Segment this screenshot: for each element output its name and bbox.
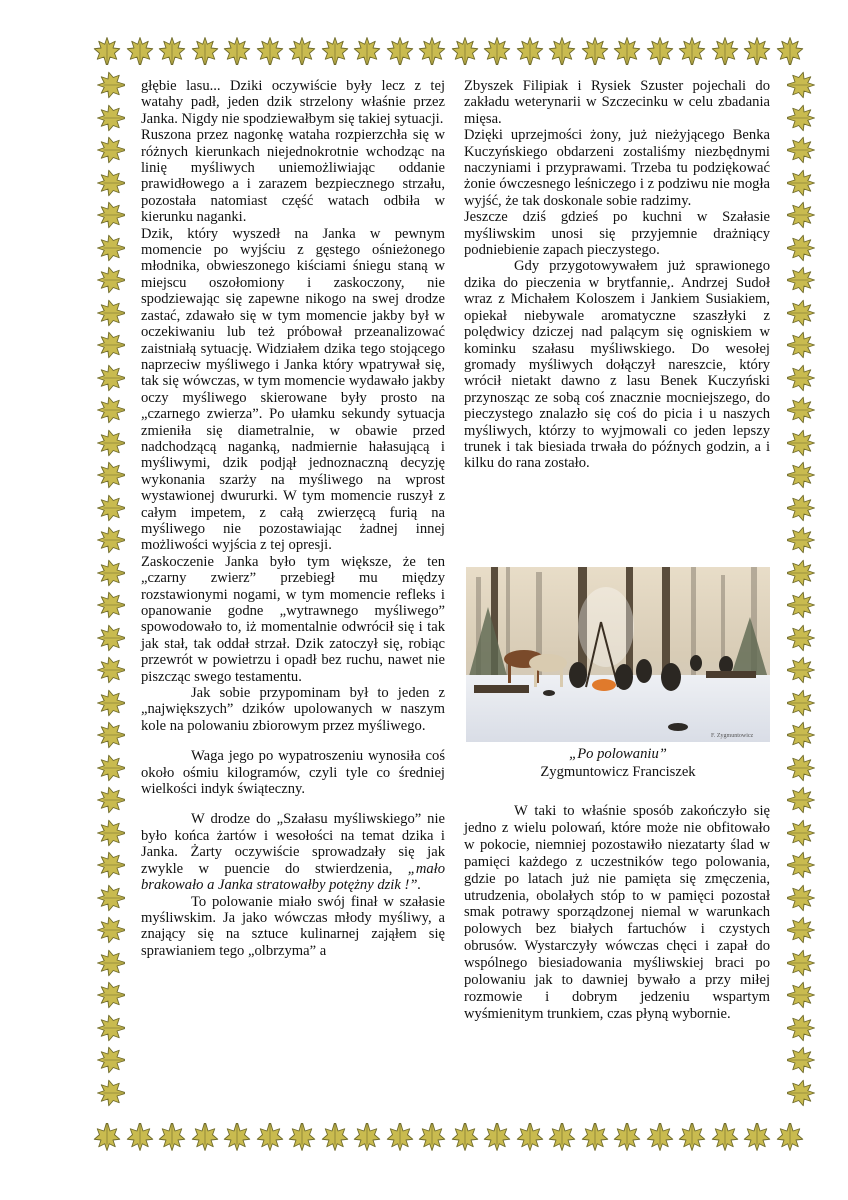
maple-leaf-icon <box>96 330 126 360</box>
maple-leaf-icon <box>287 1122 317 1152</box>
maple-leaf-icon <box>450 36 480 66</box>
maple-leaf-icon <box>417 1122 447 1152</box>
maple-leaf-icon <box>96 363 126 393</box>
maple-leaf-icon <box>786 753 816 783</box>
maple-leaf-icon <box>786 980 816 1010</box>
maple-leaf-icon <box>786 883 816 913</box>
paragraph: Jeszcze dziś gdzieś po kuchni w Szałasie myśliwskim unosi się przyjemnie drażniący podniebienie zapach pieczystego. <box>464 209 770 259</box>
maple-leaf-icon <box>96 818 126 848</box>
maple-leaf-icon <box>96 265 126 295</box>
maple-leaf-icon <box>786 1013 816 1043</box>
maple-leaf-icon <box>96 200 126 230</box>
maple-leaf-icon <box>742 36 772 66</box>
maple-leaf-icon <box>352 36 382 66</box>
maple-leaf-icon <box>786 915 816 945</box>
figure-caption-title: „Po polowaniu” <box>569 746 667 762</box>
paragraph <box>141 811 445 893</box>
paragraph: Gdy przygotowywałem już sprawionego dzika do pieczenia w brytfannie,. Andrzej Sudoł wraz z Michałem Koloszem i Jankiem Susiakiem, opiekał niebywale aromatyczne szaszłyki z polędwicy dziczej nad palącym się ogniskiem w kominku szałasu myśliwskiego. Do wesołej gromady myśliwych dołączył nareszcie, który wrócił nietakt dawno z lasu Benek Kuczyński przynosząc ze sobą coś znacznie mocniejszego, do pieczystego znalazło się coś do picia i u naszych myśliwych, którzy to wyjmowali co jeden lepszy trunek i tak biesiada trwała do późnych godzin, a i kilku do rana zostało. <box>464 258 770 472</box>
maple-leaf-icon <box>96 720 126 750</box>
maple-leaf-icon <box>786 948 816 978</box>
maple-leaf-icon <box>677 36 707 66</box>
maple-leaf-icon <box>786 818 816 848</box>
paragraph: W taki to właśnie sposób zakończyło się jedno z wielu polowań, które może nie obfitowało w pokocie, niemniej pozostawiło niezatarty ślad w pamięci każdego z uczestników tego polowania, gdzie po latach już nie pamięta się zmęczenia, utrudzenia, obolałych stóp to w pamięci pozostał smak potrawy sporządzonej niemal w warunkach polowych bez białych fartuchów i czystych obrusów. Wystarczyły wówczas chęci i zapał do wspólnego biesiadowania myśliwskiej braci po polowaniu jak to dawniej bywało a przy miłej rozmowie i dobrym jedzeniu wspartym wyśmienitym trunkiem, czas płyną wybornie. <box>464 803 770 1022</box>
maple-leaf-icon <box>786 200 816 230</box>
maple-leaf-icon <box>786 688 816 718</box>
maple-leaf-icon <box>775 36 805 66</box>
maple-leaf-icon <box>786 493 816 523</box>
paragraph: Dzięki uprzejmości żony, już nieżyjącego Benka Kuczyńskiego obdarzeni zostaliśmy niezbędnymi naczyniami i przyprawami. Trzeba tu podziękować żonie ówczesnego leśniczego i z podziwu nie mogła wyjść, że tak doskonale sobie radzimy. <box>464 127 770 209</box>
maple-leaf-icon <box>96 883 126 913</box>
maple-leaf-icon <box>786 265 816 295</box>
maple-leaf-icon <box>92 1122 122 1152</box>
watermark <box>160 1080 184 1154</box>
maple-leaf-icon <box>385 1122 415 1152</box>
winter-hunt-painting <box>466 567 770 742</box>
maple-leaf-icon <box>775 1122 805 1152</box>
maple-leaf-icon <box>786 720 816 750</box>
maple-leaf-icon <box>385 36 415 66</box>
maple-leaf-icon <box>786 785 816 815</box>
maple-leaf-icon <box>786 1078 816 1108</box>
left-column <box>141 78 445 959</box>
maple-leaf-icon <box>96 1045 126 1075</box>
maple-leaf-icon <box>96 525 126 555</box>
maple-leaf-icon <box>96 493 126 523</box>
figure-caption-author: Zygmuntowicz Franciszek <box>540 764 696 780</box>
paragraph: Zbyszek Filipiak i Rysiek Szuster pojechali do zakładu weterynarii w Szczecinku w celu zbadania mięsa. <box>464 78 770 127</box>
closing-paragraph <box>464 803 770 1023</box>
maple-leaf-icon <box>710 1122 740 1152</box>
maple-leaf-icon <box>786 1045 816 1075</box>
maple-leaf-icon <box>96 103 126 133</box>
maple-leaf-icon <box>547 36 577 66</box>
maple-leaf-icon <box>96 655 126 685</box>
maple-leaf-icon <box>96 135 126 165</box>
maple-leaf-icon <box>222 1122 252 1152</box>
maple-leaf-icon <box>710 36 740 66</box>
maple-leaf-icon <box>786 168 816 198</box>
maple-leaf-icon <box>677 1122 707 1152</box>
maple-leaf-icon <box>612 1122 642 1152</box>
maple-leaf-icon <box>786 590 816 620</box>
paragraph: Zaskoczenie Janka było tym większe, że ten „czarny zwierz” przebiegł mu między rozstawionymi nogami, w tym momencie refleks i opanowanie godne „wytrawnego myśliwego” spowodowało to, iż momentalnie odwrócił się i tak jak stał, tak oddał strzał. Dzik zatoczył się, robiąc przewrót w powietrzu i opadł bez ruchu, nawet nie piszcząc swego testamentu. <box>141 553 445 685</box>
maple-leaf-icon <box>786 135 816 165</box>
maple-leaf-icon <box>645 1122 675 1152</box>
maple-leaf-icon <box>786 363 816 393</box>
maple-leaf-icon <box>222 36 252 66</box>
paragraph-text: W drodze do „Szałasu myśliwskiego” nie było końca żartów i wesołości na temat dzika i Janka. Żarty oczywiście sprowadzały się jak zwykle w puencie do stwierdzenia, <box>141 811 445 877</box>
maple-leaf-icon <box>96 980 126 1010</box>
maple-leaf-icon <box>547 1122 577 1152</box>
painting-image <box>466 567 770 742</box>
maple-leaf-icon <box>96 753 126 783</box>
maple-leaf-icon <box>645 36 675 66</box>
maple-leaf-icon <box>96 623 126 653</box>
maple-leaf-icon <box>742 1122 772 1152</box>
maple-leaf-icon <box>96 428 126 458</box>
right-column <box>464 78 770 472</box>
maple-leaf-icon <box>96 948 126 978</box>
maple-leaf-icon <box>450 1122 480 1152</box>
maple-leaf-icon <box>92 36 122 66</box>
maple-leaf-icon <box>515 36 545 66</box>
maple-leaf-icon <box>190 36 220 66</box>
paragraph: Dzik, który wyszedł na Janka w pewnym momencie po wyjściu z gęstego ośnieżonego młodnika, obwieszonego kiściami śniegu staną w miejscu oszołomiony i zaskoczony, nie spodziewając się zapewne nikogo na swej drodze zastać, zdawało się w tym momencie jakby był w oczekiwaniu lub też próbował przeanalizować zaistniałą sytuację. Widziałem dzika tego stojącego naprzeciw myśliwego i Janka który wpatrywał się, tak się wówczas, w tym momencie wydawało jakby oczy myśliwego skierowane były prosto na „czarnego zwierza”. Po ułamku sekundy sytuacja zmieniła się diametralnie, w obawie przed nadchodzącą naganką, nadmiernie hałasującą i myśliwymi, dzik podjął jednoznaczną decyzję wykonania szarży na myśliwego na wprost wystawionej dwururki. W tym momencie ruszył z całym impetem, z całą zwierzęcą furią na myśliwego nie pozostawiając żadnej innej możliwości wyjścia z tej opresji. <box>141 225 445 554</box>
maple-leaf-icon <box>320 1122 350 1152</box>
paragraph: Jak sobie przypominam był to jeden z „największych” dzików upolowanych w naszym kole na polowaniu zbiorowym przez myśliwego. <box>141 685 445 734</box>
maple-leaf-icon <box>96 460 126 490</box>
maple-leaf-icon <box>96 168 126 198</box>
maple-leaf-icon <box>96 1078 126 1108</box>
maple-leaf-icon <box>255 36 285 66</box>
maple-leaf-icon <box>157 36 187 66</box>
maple-leaf-icon <box>612 36 642 66</box>
maple-leaf-icon <box>786 298 816 328</box>
maple-leaf-icon <box>96 850 126 880</box>
maple-leaf-icon <box>96 1013 126 1043</box>
maple-leaf-icon <box>96 233 126 263</box>
maple-leaf-icon <box>352 1122 382 1152</box>
maple-leaf-icon <box>96 558 126 588</box>
maple-leaf-icon <box>786 70 816 100</box>
maple-leaf-icon <box>786 460 816 490</box>
maple-leaf-icon <box>515 1122 545 1152</box>
paragraph: Ruszona przez nagonkę wataha rozpierzchła się w różnych kierunkach niejednokrotnie wchodząc na linię myśliwych uniemożliwiając oddanie prawidłowego a i zarazem bezpiecznego strzału, pozostała natomiast część watach odbiła w kierunku naganki. <box>141 127 445 226</box>
maple-leaf-icon <box>96 590 126 620</box>
maple-leaf-icon <box>320 36 350 66</box>
maple-leaf-icon <box>96 785 126 815</box>
maple-leaf-icon <box>96 395 126 425</box>
maple-leaf-icon <box>786 525 816 555</box>
maple-leaf-icon <box>786 623 816 653</box>
maple-leaf-icon <box>786 103 816 133</box>
maple-leaf-icon <box>190 1122 220 1152</box>
maple-leaf-icon <box>786 330 816 360</box>
maple-leaf-icon <box>96 688 126 718</box>
maple-leaf-icon <box>417 36 447 66</box>
maple-leaf-icon <box>786 233 816 263</box>
maple-leaf-icon <box>125 1122 155 1152</box>
maple-leaf-icon <box>786 428 816 458</box>
paragraph: To polowanie miało swój finał w szałasie myśliwskim. Ja jako wówczas młody myśliwy, a znający się na sztuce kulinarnej zająłem się sprawianiem tego „olbrzyma” a <box>141 893 445 959</box>
maple-leaf-icon <box>786 850 816 880</box>
maple-leaf-icon <box>786 655 816 685</box>
maple-leaf-icon <box>580 36 610 66</box>
maple-leaf-icon <box>482 36 512 66</box>
maple-leaf-icon <box>786 395 816 425</box>
maple-leaf-icon <box>96 915 126 945</box>
maple-leaf-icon <box>786 558 816 588</box>
maple-leaf-icon <box>482 1122 512 1152</box>
maple-leaf-icon <box>125 36 155 66</box>
paragraph: Waga jego po wypatroszeniu wynosiła coś około ośmiu kilogramów, czyli tyle co średniej wielkości indyk świąteczny. <box>141 748 445 798</box>
quote-italic: „mało brakowało a Janka stratowałby potężny dzik !”. <box>141 860 446 894</box>
maple-leaf-icon <box>96 70 126 100</box>
maple-leaf-icon <box>580 1122 610 1152</box>
svg-text:F. Zygmuntowicz: F. Zygmuntowicz <box>711 733 754 739</box>
maple-leaf-icon <box>255 1122 285 1152</box>
maple-leaf-icon <box>96 298 126 328</box>
maple-leaf-icon <box>287 36 317 66</box>
paragraph: głębie lasu... Dziki oczywiście były lecz z tej watahy padł, jeden dzik strzelony właśnie przez Janka. Nigdy nie spodziewałbym się takiej sytuacji. <box>141 78 445 127</box>
